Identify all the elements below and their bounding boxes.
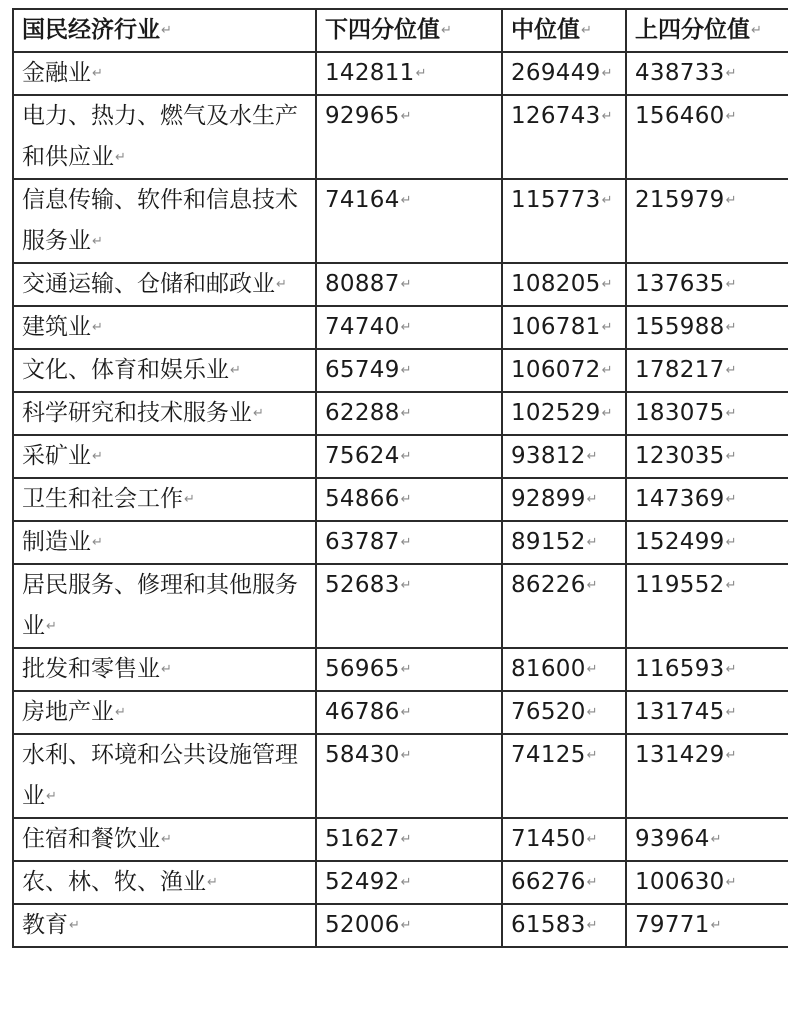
paragraph-mark: ↵ — [725, 66, 737, 81]
paragraph-mark: ↵ — [586, 492, 598, 507]
median-cell: 76520↵ — [502, 691, 626, 734]
paragraph-mark: ↵ — [400, 578, 412, 593]
industry-cell: 科学研究和技术服务业↵ — [13, 392, 316, 435]
paragraph-mark: ↵ — [586, 662, 598, 677]
median-cell: 115773↵ — [502, 179, 626, 263]
paragraph-mark: ↵ — [161, 23, 172, 38]
industry-cell: 制造业↵ — [13, 521, 316, 564]
paragraph-mark: ↵ — [400, 492, 412, 507]
industry-cell: 建筑业↵ — [13, 306, 316, 349]
paragraph-mark: ↵ — [725, 449, 737, 464]
median-cell: 86226↵ — [502, 564, 626, 648]
table-row — [13, 564, 788, 648]
paragraph-mark: ↵ — [400, 363, 412, 378]
upper-quartile-cell: 147369↵ — [626, 478, 788, 521]
paragraph-mark: ↵ — [725, 193, 737, 208]
paragraph-mark: ↵ — [400, 875, 412, 890]
paragraph-mark: ↵ — [400, 918, 412, 933]
upper-quartile-cell: 178217↵ — [626, 349, 788, 392]
paragraph-mark: ↵ — [725, 277, 737, 292]
header-lower-quartile: 下四分位值↵ — [316, 9, 502, 52]
paragraph-mark: ↵ — [586, 748, 598, 763]
paragraph-mark: ↵ — [92, 449, 103, 464]
upper-quartile-cell: 438733↵ — [626, 52, 788, 95]
paragraph-mark: ↵ — [400, 193, 412, 208]
paragraph-mark: ↵ — [725, 578, 737, 593]
paragraph-mark: ↵ — [710, 918, 722, 933]
lower-quartile-cell: 74740↵ — [316, 306, 502, 349]
paragraph-mark: ↵ — [161, 832, 172, 847]
header-upper-quartile: 上四分位值↵ — [626, 9, 788, 52]
median-cell: 89152↵ — [502, 521, 626, 564]
median-cell: 106781↵ — [502, 306, 626, 349]
lower-quartile-cell: 62288↵ — [316, 392, 502, 435]
table-row — [13, 691, 788, 734]
paragraph-mark: ↵ — [725, 406, 737, 421]
paragraph-mark: ↵ — [725, 492, 737, 507]
median-cell: 66276↵ — [502, 861, 626, 904]
paragraph-mark: ↵ — [92, 535, 103, 550]
table-row — [13, 478, 788, 521]
paragraph-mark: ↵ — [415, 66, 427, 81]
paragraph-mark: ↵ — [586, 535, 598, 550]
paragraph-mark: ↵ — [276, 277, 287, 292]
lower-quartile-cell: 54866↵ — [316, 478, 502, 521]
paragraph-mark: ↵ — [751, 23, 762, 38]
lower-quartile-cell: 51627↵ — [316, 818, 502, 861]
lower-quartile-cell: 46786↵ — [316, 691, 502, 734]
paragraph-mark: ↵ — [400, 406, 412, 421]
median-cell: 269449↵ — [502, 52, 626, 95]
table-row — [13, 95, 788, 179]
paragraph-mark: ↵ — [725, 875, 737, 890]
upper-quartile-cell: 137635↵ — [626, 263, 788, 306]
paragraph-mark: ↵ — [207, 875, 218, 890]
paragraph-mark: ↵ — [400, 662, 412, 677]
lower-quartile-cell: 63787↵ — [316, 521, 502, 564]
industry-cell: 水利、环境和公共设施管理业↵ — [13, 734, 316, 818]
industry-cell: 采矿业↵ — [13, 435, 316, 478]
lower-quartile-cell: 56965↵ — [316, 648, 502, 691]
paragraph-mark: ↵ — [725, 662, 737, 677]
paragraph-mark: ↵ — [92, 320, 103, 335]
lower-quartile-cell: 52683↵ — [316, 564, 502, 648]
median-cell: 106072↵ — [502, 349, 626, 392]
paragraph-mark: ↵ — [69, 918, 80, 933]
industry-cell: 房地产业↵ — [13, 691, 316, 734]
paragraph-mark: ↵ — [184, 492, 195, 507]
paragraph-mark: ↵ — [115, 150, 126, 165]
paragraph-mark: ↵ — [441, 23, 452, 38]
paragraph-mark: ↵ — [586, 832, 598, 847]
median-cell: 61583↵ — [502, 904, 626, 947]
paragraph-mark: ↵ — [725, 109, 737, 124]
upper-quartile-cell: 79771↵ — [626, 904, 788, 947]
median-cell: 102529↵ — [502, 392, 626, 435]
paragraph-mark: ↵ — [725, 363, 737, 378]
industry-cell: 电力、热力、燃气及水生产和供应业↵ — [13, 95, 316, 179]
industry-cell: 批发和零售业↵ — [13, 648, 316, 691]
paragraph-mark: ↵ — [161, 662, 172, 677]
paragraph-mark: ↵ — [601, 277, 613, 292]
median-cell: 108205↵ — [502, 263, 626, 306]
paragraph-mark: ↵ — [725, 748, 737, 763]
table-row — [13, 861, 788, 904]
table-row — [13, 521, 788, 564]
lower-quartile-cell: 58430↵ — [316, 734, 502, 818]
lower-quartile-cell: 75624↵ — [316, 435, 502, 478]
paragraph-mark: ↵ — [115, 705, 126, 720]
lower-quartile-cell: 92965↵ — [316, 95, 502, 179]
paragraph-mark: ↵ — [586, 578, 598, 593]
paragraph-mark: ↵ — [586, 449, 598, 464]
paragraph-mark: ↵ — [725, 705, 737, 720]
table-row — [13, 349, 788, 392]
paragraph-mark: ↵ — [400, 277, 412, 292]
paragraph-mark: ↵ — [601, 109, 613, 124]
paragraph-mark: ↵ — [400, 109, 412, 124]
industry-cell: 交通运输、仓储和邮政业↵ — [13, 263, 316, 306]
table-row — [13, 263, 788, 306]
paragraph-mark: ↵ — [400, 832, 412, 847]
paragraph-mark: ↵ — [46, 619, 57, 634]
industry-cell: 卫生和社会工作↵ — [13, 478, 316, 521]
upper-quartile-cell: 155988↵ — [626, 306, 788, 349]
header-industry: 国民经济行业↵ — [13, 9, 316, 52]
industry-cell: 文化、体育和娱乐业↵ — [13, 349, 316, 392]
median-cell: 81600↵ — [502, 648, 626, 691]
paragraph-mark: ↵ — [601, 66, 613, 81]
median-cell: 126743↵ — [502, 95, 626, 179]
paragraph-mark: ↵ — [92, 234, 103, 249]
industry-cell: 农、林、牧、渔业↵ — [13, 861, 316, 904]
upper-quartile-cell: 183075↵ — [626, 392, 788, 435]
table-row — [13, 392, 788, 435]
table-row — [13, 179, 788, 263]
paragraph-mark: ↵ — [400, 320, 412, 335]
upper-quartile-cell: 131429↵ — [626, 734, 788, 818]
paragraph-mark: ↵ — [46, 789, 57, 804]
table-row — [13, 734, 788, 818]
header-row — [13, 9, 788, 52]
header-median: 中位值↵ — [502, 9, 626, 52]
industry-cell: 金融业↵ — [13, 52, 316, 95]
paragraph-mark: ↵ — [586, 705, 598, 720]
upper-quartile-cell: 93964↵ — [626, 818, 788, 861]
table-row — [13, 52, 788, 95]
upper-quartile-cell: 215979↵ — [626, 179, 788, 263]
lower-quartile-cell: 74164↵ — [316, 179, 502, 263]
median-cell: 93812↵ — [502, 435, 626, 478]
paragraph-mark: ↵ — [601, 363, 613, 378]
paragraph-mark: ↵ — [601, 320, 613, 335]
table-row — [13, 435, 788, 478]
upper-quartile-cell: 152499↵ — [626, 521, 788, 564]
paragraph-mark: ↵ — [725, 320, 737, 335]
lower-quartile-cell: 142811↵ — [316, 52, 502, 95]
upper-quartile-cell: 123035↵ — [626, 435, 788, 478]
industry-cell: 信息传输、软件和信息技术服务业↵ — [13, 179, 316, 263]
paragraph-mark: ↵ — [586, 918, 598, 933]
upper-quartile-cell: 131745↵ — [626, 691, 788, 734]
paragraph-mark: ↵ — [400, 449, 412, 464]
paragraph-mark: ↵ — [581, 23, 592, 38]
industry-cell: 教育↵ — [13, 904, 316, 947]
industry-cell: 居民服务、修理和其他服务业↵ — [13, 564, 316, 648]
lower-quartile-cell: 80887↵ — [316, 263, 502, 306]
paragraph-mark: ↵ — [586, 875, 598, 890]
industry-cell: 住宿和餐饮业↵ — [13, 818, 316, 861]
table-row — [13, 648, 788, 691]
lower-quartile-cell: 52492↵ — [316, 861, 502, 904]
median-cell: 71450↵ — [502, 818, 626, 861]
paragraph-mark: ↵ — [230, 363, 241, 378]
table-row — [13, 818, 788, 861]
industry-wage-table — [12, 8, 788, 948]
paragraph-mark: ↵ — [601, 193, 613, 208]
paragraph-mark: ↵ — [400, 705, 412, 720]
lower-quartile-cell: 52006↵ — [316, 904, 502, 947]
upper-quartile-cell: 119552↵ — [626, 564, 788, 648]
paragraph-mark: ↵ — [710, 832, 722, 847]
lower-quartile-cell: 65749↵ — [316, 349, 502, 392]
table-row — [13, 306, 788, 349]
table-row — [13, 904, 788, 947]
paragraph-mark: ↵ — [253, 406, 264, 421]
median-cell: 74125↵ — [502, 734, 626, 818]
paragraph-mark: ↵ — [400, 748, 412, 763]
paragraph-mark: ↵ — [601, 406, 613, 421]
upper-quartile-cell: 116593↵ — [626, 648, 788, 691]
paragraph-mark: ↵ — [400, 535, 412, 550]
document-sheet — [12, 8, 788, 1011]
paragraph-mark: ↵ — [92, 66, 103, 81]
upper-quartile-cell: 100630↵ — [626, 861, 788, 904]
scan-artifact — [312, 960, 772, 974]
upper-quartile-cell: 156460↵ — [626, 95, 788, 179]
median-cell: 92899↵ — [502, 478, 626, 521]
paragraph-mark: ↵ — [725, 535, 737, 550]
